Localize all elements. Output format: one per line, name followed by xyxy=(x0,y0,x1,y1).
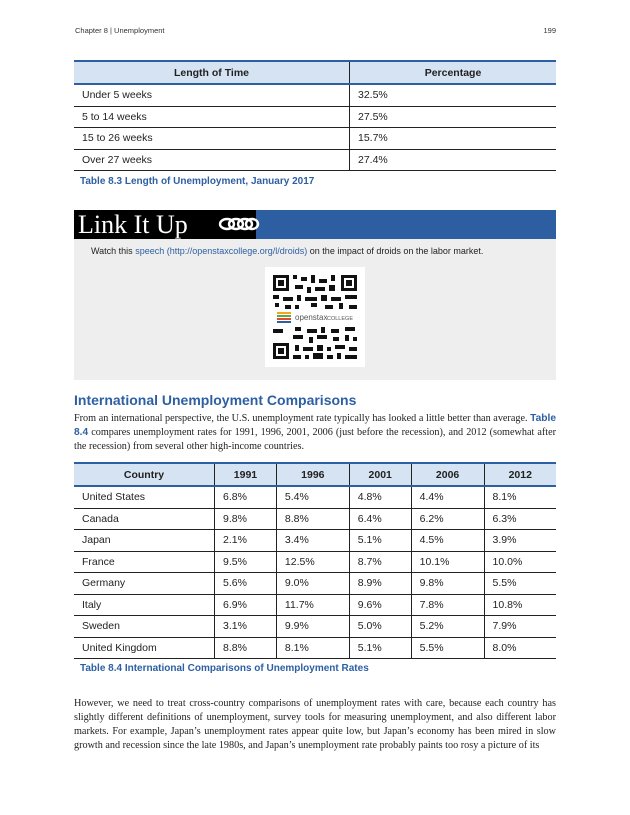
table-row xyxy=(74,128,556,150)
table-cell: 8.1% xyxy=(276,637,349,659)
table-cell: 10.8% xyxy=(484,594,556,616)
table-cell: 8.0% xyxy=(484,637,556,659)
table-row xyxy=(74,486,556,508)
table-cell: 9.5% xyxy=(215,551,277,573)
link-it-up-title: Link It Up xyxy=(74,210,256,239)
column-header: 2006 xyxy=(411,463,484,486)
table-cell: 8.8% xyxy=(215,637,277,659)
qr-code[interactable] xyxy=(265,267,365,367)
table-cell: 5.1% xyxy=(349,530,411,552)
link-text-after: on the impact of droids on the labor market. xyxy=(307,246,484,256)
table-cell: 7.9% xyxy=(484,616,556,638)
table-cell: 5.0% xyxy=(349,616,411,638)
column-header: 2001 xyxy=(349,463,411,486)
table-caption: Table 8.4 International Comparisons of Unemployment Rates xyxy=(80,663,369,674)
table-cell: 8.1% xyxy=(484,486,556,508)
table-row xyxy=(74,530,556,552)
table-cell: 12.5% xyxy=(276,551,349,573)
table-cell: Sweden xyxy=(74,616,215,638)
section-paragraph xyxy=(74,412,556,454)
table-cell: Under 5 weeks xyxy=(74,84,350,106)
table-cell: 9.0% xyxy=(276,573,349,595)
table-cell: 5.5% xyxy=(484,573,556,595)
table-cell: 8.7% xyxy=(349,551,411,573)
table-caption: Table 8.3 Length of Unemployment, January 2017 xyxy=(80,176,315,187)
qr-brand-text-2: COLLEGE xyxy=(327,316,353,322)
table-cell: 6.8% xyxy=(215,486,277,508)
table-row xyxy=(74,594,556,616)
table-row xyxy=(74,637,556,659)
table-cell: 5.1% xyxy=(349,637,411,659)
table-8-4-link[interactable]: Table 8.4 xyxy=(74,413,556,438)
paragraph-text: compares unemployment rates for 1991, 1996, 2001, 2006 (just before the recession), and 2012 (somewhat after the recession) from several other high-income countries. xyxy=(74,427,556,452)
table-row xyxy=(74,149,556,171)
table-cell: 2.1% xyxy=(215,530,277,552)
table-cell: 8.8% xyxy=(276,508,349,530)
table-cell: 5.5% xyxy=(411,637,484,659)
table-cell: United States xyxy=(74,486,215,508)
table-cell: 6.2% xyxy=(411,508,484,530)
running-header-chapter: Chapter 8 | Unemployment xyxy=(75,26,165,35)
table-row xyxy=(74,573,556,595)
column-header: 1996 xyxy=(276,463,349,486)
table-cell: 5 to 14 weeks xyxy=(74,106,350,128)
table-cell: 3.1% xyxy=(215,616,277,638)
column-header: 1991 xyxy=(215,463,277,486)
table-cell: United Kingdom xyxy=(74,637,215,659)
qr-code-graphic xyxy=(265,267,365,367)
page-number: 199 xyxy=(543,26,556,35)
table-cell: 11.7% xyxy=(276,594,349,616)
table-cell: 5.4% xyxy=(276,486,349,508)
table-cell: 9.9% xyxy=(276,616,349,638)
table-cell: 9.8% xyxy=(411,573,484,595)
table-cell: 15 to 26 weeks xyxy=(74,128,350,150)
chain-links-icon xyxy=(218,213,260,235)
table-cell: 7.8% xyxy=(411,594,484,616)
paragraph-text: From an international perspective, the U.S. unemployment rate typically has looked a little better than average. xyxy=(74,413,531,424)
table-cell: 5.2% xyxy=(411,616,484,638)
closing-paragraph: However, we need to treat cross-country comparisons of unemployment rates with care, because each country has slightly different definitions of unemployment, survey tools for measuring unemployment, and also different labor markets. For example, Japan’s unemployment rates appear quite low, but Japan’s economy has been mired in slow growth and recession since the late 1980s, and Japan’s unemployment rate probably paints too rosy a picture of its xyxy=(74,698,556,751)
table-cell: 27.4% xyxy=(350,149,557,171)
table-cell: Italy xyxy=(74,594,215,616)
table-cell: 8.9% xyxy=(349,573,411,595)
table-row xyxy=(74,616,556,638)
table-cell: 5.6% xyxy=(215,573,277,595)
table-cell: 10.0% xyxy=(484,551,556,573)
column-header: Percentage xyxy=(350,61,557,84)
table-cell: 4.4% xyxy=(411,486,484,508)
table-cell: Germany xyxy=(74,573,215,595)
table-row xyxy=(74,551,556,573)
link-text-before: Watch this xyxy=(91,246,136,256)
table-cell: Canada xyxy=(74,508,215,530)
table-cell: 3.9% xyxy=(484,530,556,552)
column-header: 2012 xyxy=(484,463,556,486)
column-header: Country xyxy=(74,463,215,486)
table-row xyxy=(74,508,556,530)
table-cell: 4.8% xyxy=(349,486,411,508)
table-cell: 32.5% xyxy=(350,84,557,106)
table-cell: 3.4% xyxy=(276,530,349,552)
table-cell: 15.7% xyxy=(350,128,557,150)
column-header: Length of Time xyxy=(74,61,350,84)
table-cell: 6.3% xyxy=(484,508,556,530)
speech-link[interactable]: speech (http://openstaxcollege.org/l/droids) xyxy=(135,246,308,256)
table-cell: 6.4% xyxy=(349,508,411,530)
table-cell: 9.6% xyxy=(349,594,411,616)
length-of-unemployment-table xyxy=(74,60,556,171)
qr-brand-text: openstax xyxy=(295,313,328,322)
table-cell: France xyxy=(74,551,215,573)
section-title: International Unemployment Comparisons xyxy=(74,392,357,408)
table-cell: Japan xyxy=(74,530,215,552)
link-it-up-text xyxy=(91,246,483,256)
table-cell: 27.5% xyxy=(350,106,557,128)
table-cell: Over 27 weeks xyxy=(74,149,350,171)
table-cell: 6.9% xyxy=(215,594,277,616)
table-row xyxy=(74,84,556,106)
table-cell: 9.8% xyxy=(215,508,277,530)
table-cell: 4.5% xyxy=(411,530,484,552)
table-cell: 10.1% xyxy=(411,551,484,573)
international-comparisons-table xyxy=(74,462,556,659)
table-row xyxy=(74,106,556,128)
